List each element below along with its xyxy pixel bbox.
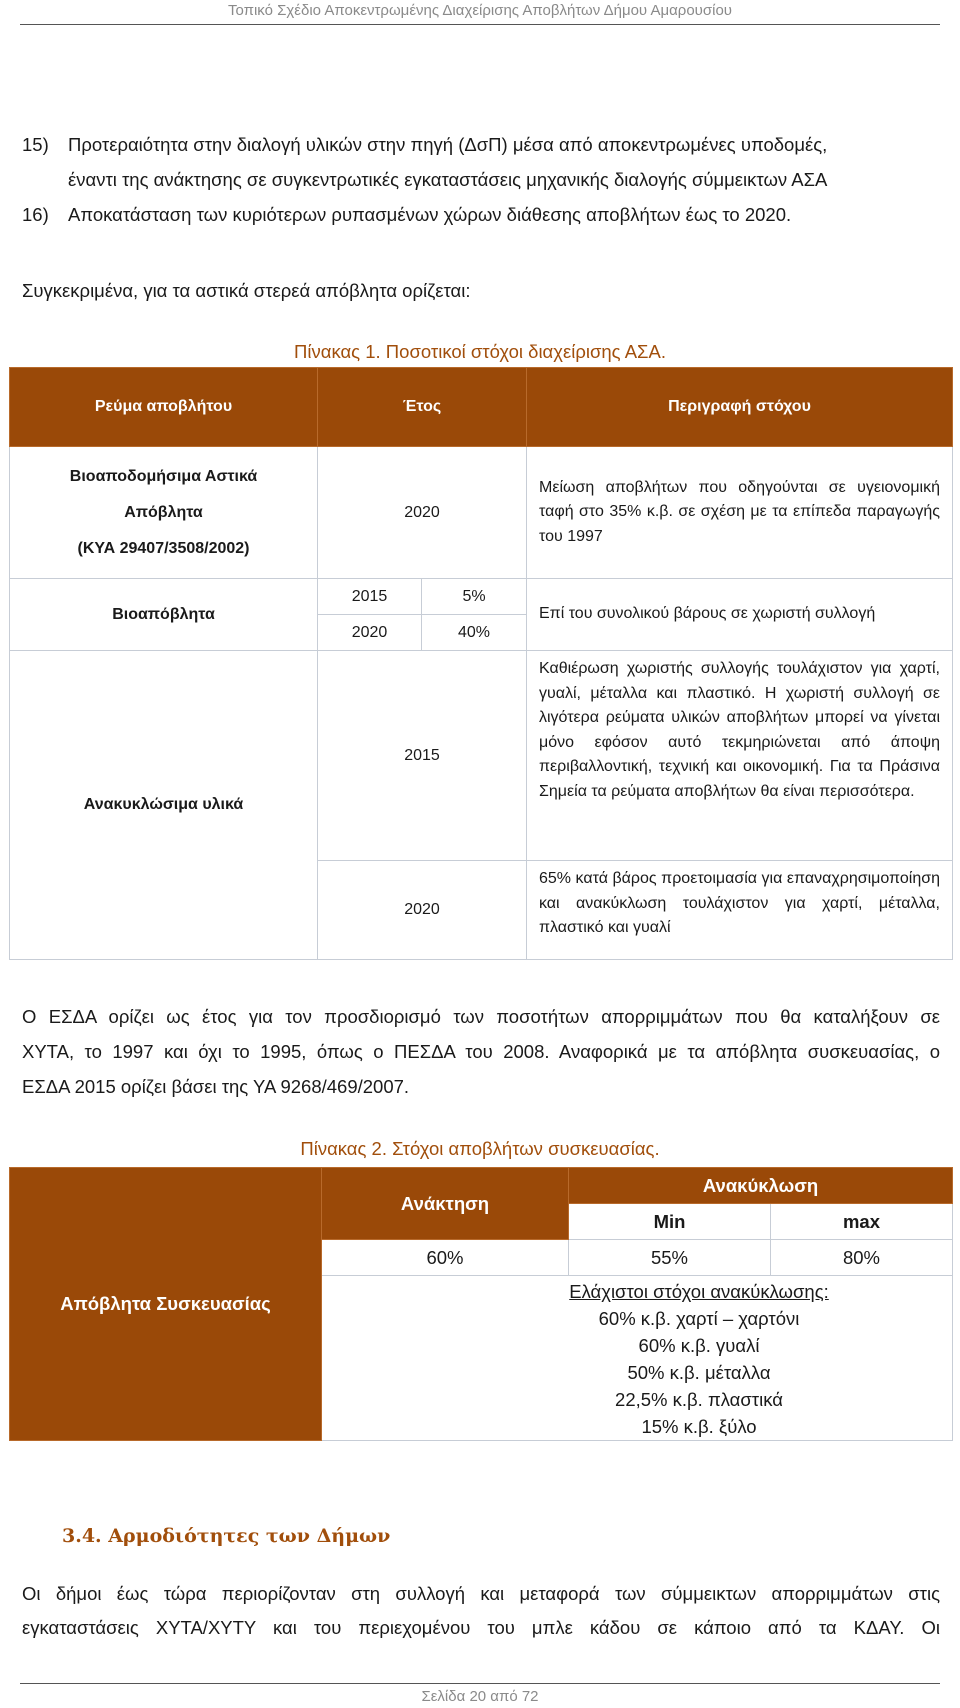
year-cell: 2015 xyxy=(318,579,422,615)
year-cell: 2015 xyxy=(318,651,527,861)
percent-cell: 5% xyxy=(422,579,527,615)
list-number: 16) xyxy=(22,204,49,225)
list-number: 15) xyxy=(22,134,49,155)
list-item-text: Προτεραιότητα στην διαλογή υλικών στην πηγή (ΔσΠ) μέσα από αποκεντρωμένες υποδομές, xyxy=(68,134,828,155)
stream-biowaste: Βιοαπόβλητα xyxy=(10,579,318,651)
recovery-header: Ανάκτηση xyxy=(322,1168,569,1240)
min-header: Min xyxy=(569,1204,771,1240)
waste-targets-table xyxy=(9,367,953,960)
body-paragraph-line: ΧΥΤΑ, το 1997 και όχι το 1995, όπως ο ΠΕΣΔΑ του 2008. Αναφορικά με τα απόβλητα συσκευασίας, ο xyxy=(22,1041,940,1062)
page-footer: Σελίδα 20 από 72 xyxy=(20,1683,940,1708)
section-heading: 3.4. Αρμοδιότητες των Δήμων xyxy=(62,1525,391,1547)
body-paragraph-line: Οι δήμοι έως τώρα περιορίζονταν στη συλλογή και μεταφορά των σύμμεικτων απορριμμάτων στις xyxy=(22,1583,940,1604)
body-paragraph-line: ΕΣΔΑ 2015 ορίζει βάσει της ΥΑ 9268/469/2007. xyxy=(22,1076,410,1097)
stream-bio-urban: Βιοαποδομήσιμα Αστικά Απόβλητα (ΚΥΑ 29407/3508/2002) xyxy=(10,447,318,579)
recovery-value: 60% xyxy=(322,1240,569,1276)
max-header: max xyxy=(771,1204,953,1240)
table2-caption: Πίνακας 2. Στόχοι αποβλήτων συσκευασίας. xyxy=(300,1138,660,1159)
table1-header-year: Έτος xyxy=(318,368,527,447)
list-item-text: έναντι της ανάκτησης σε συγκεντρωτικές εγκαταστάσεις μηχανικής διαλογής σύμμεικτων ΑΣΑ xyxy=(68,169,828,190)
year-cell: 2020 xyxy=(318,447,527,579)
percent-cell: 40% xyxy=(422,615,527,651)
target-description: Καθιέρωση χωριστής συλλογής τουλάχιστον για χαρτί, γυαλί, μέταλλα και πλαστικό. Η χωριστή συλλογή σε λιγότερα ρεύματα υλικών αποβλήτων μπορεί να γίνεται μόνο εφόσον αυτό τεκμηριώνεται από άποψη περιβαλλοντική, τεχνική και οικονομική. Για τα Πράσινα Σημεία τα ρεύματα αποβλήτων θα είναι περισσότερα. xyxy=(527,651,953,861)
minimum-targets-title: Ελάχιστοι στόχοι ανακύκλωσης: xyxy=(569,1281,829,1302)
page-header: Τοπικό Σχέδιο Αποκεντρωμένης Διαχείρισης Αποβλήτων Δήμου Αμαρουσίου xyxy=(20,0,940,25)
max-value: 80% xyxy=(771,1240,953,1276)
target-description: 65% κατά βάρος προετοιμασία για επαναχρησιμοποίηση και ανακύκλωση τουλάχιστον για χαρτί, μέταλλα, πλαστικό και γυαλί xyxy=(527,861,953,960)
min-value: 55% xyxy=(569,1240,771,1276)
minimum-target-item: 15% κ.β. ξύλο xyxy=(641,1416,757,1437)
table1-caption: Πίνακας 1. Ποσοτικοί στόχοι διαχείρισης ΑΣΑ. xyxy=(294,341,666,362)
minimum-target-item: 22,5% κ.β. πλαστικά xyxy=(615,1389,783,1410)
table1-header-description: Περιγραφή στόχου xyxy=(527,368,953,447)
minimum-target-item: 50% κ.β. μέταλλα xyxy=(627,1362,771,1383)
minimum-target-item: 60% κ.β. γυαλί xyxy=(638,1335,760,1356)
packaging-targets-table xyxy=(9,1167,953,1441)
list-item-text: Αποκατάσταση των κυριότερων ρυπασμένων χώρων διάθεσης αποβλήτων έως το 2020. xyxy=(68,204,792,225)
year-cell: 2020 xyxy=(318,861,527,960)
minimum-targets-list xyxy=(322,1276,953,1441)
year-cell: 2020 xyxy=(318,615,422,651)
recycling-header: Ανακύκλωση xyxy=(569,1168,953,1204)
target-description: Επί του συνολικού βάρους σε χωριστή συλλογή xyxy=(527,579,953,651)
stream-recyclables: Ανακυκλώσιμα υλικά xyxy=(10,651,318,960)
body-paragraph-line: Ο ΕΣΔΑ ορίζει ως έτος για τον προσδιορισμό των ποσοτήτων απορριμμάτων που θα καταλήξουν σε xyxy=(22,1006,940,1027)
target-description: Μείωση αποβλήτων που οδηγούνται σε υγειονομική ταφή στο 35% κ.β. σε σχέση με τα επίπεδα παραγωγής του 1997 xyxy=(527,447,953,579)
intro-paragraph: Συγκεκριμένα, για τα αστικά στερεά απόβλητα ορίζεται: xyxy=(22,280,471,301)
packaging-waste-label: Απόβλητα Συσκευασίας xyxy=(10,1168,322,1441)
table1-header-stream: Ρεύμα αποβλήτου xyxy=(10,368,318,447)
minimum-target-item: 60% κ.β. χαρτί – χαρτόνι xyxy=(598,1308,800,1329)
body-paragraph-line: εγκαταστάσεις ΧΥΤΑ/ΧΥΤΥ και του περιεχομένου του μπλε κάδου σε κάποιο από τα ΚΔΑΥ. Οι xyxy=(22,1617,940,1638)
